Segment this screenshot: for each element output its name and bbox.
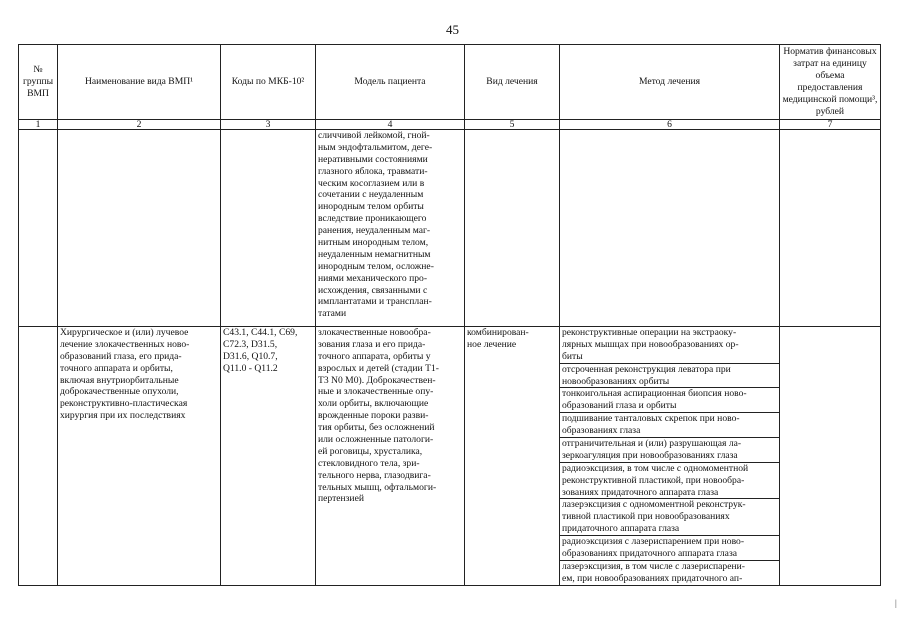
patient-model-line: имплантатами и трансплан- xyxy=(318,296,432,308)
column-number: 4 xyxy=(316,120,465,130)
icd-code-line: D31.6, Q10.7, xyxy=(223,350,278,362)
treatment-type-line: комбинирован- xyxy=(467,327,529,338)
table-row xyxy=(19,327,881,586)
column-number: 3 xyxy=(221,120,316,130)
patient-model-line: неудаленным немагнитным xyxy=(318,248,431,260)
patient-model-line: злокачественные новообра- xyxy=(318,327,431,338)
treatment-method-line: ем, при новообразованиях придаточного ап- xyxy=(562,572,743,584)
vmp-name-line: хирургия при их последствиях xyxy=(60,410,186,422)
treatment-method-line: новообразованиях орбиты xyxy=(562,375,670,387)
cell-vmp-name xyxy=(58,327,221,586)
treatment-method-item xyxy=(560,327,779,364)
vmp-name-line: лечение злокачественных ново- xyxy=(60,338,190,350)
treatment-method-line: реконструктивные операции на экстраоку- xyxy=(562,327,737,338)
header-treatment-type: Вид лечения xyxy=(465,45,560,120)
patient-model-line: ческим косоглазием или в xyxy=(318,177,425,189)
patient-model-line: инородным телом орбиты xyxy=(318,201,424,213)
patient-model-line: тия орбиты, без осложнений xyxy=(318,422,435,434)
header-financial-norm: Норматив финансовых затрат на единицу объема предоставления медицинской помощи³, рублей xyxy=(780,45,881,120)
patient-model-line: нитным инородным телом, xyxy=(318,237,429,249)
cell-treatment-type xyxy=(465,130,560,327)
treatment-method-line: тонкоигольная аспирационная биопсия ново- xyxy=(562,388,747,400)
treatment-method-line: образованиях глаза xyxy=(562,425,641,437)
vmp-name-line: образований глаза, его прида- xyxy=(60,350,182,362)
patient-model-line: сочетании с неудаленным xyxy=(318,189,424,201)
treatment-method-line: отсроченная реконструкция леватора при xyxy=(562,363,731,375)
treatment-method-line: зеркоагуляция при новообразованиях глаза xyxy=(562,449,738,461)
treatment-method-line: лазерэксцизия с одномоментной реконструк- xyxy=(562,499,746,511)
patient-model-line: татами xyxy=(318,308,347,320)
treatment-type-line: ное лечение xyxy=(467,338,517,350)
patient-model-line: точного аппарата, орбиты у xyxy=(318,350,431,362)
cell-group-number xyxy=(19,327,58,586)
treatment-method-item xyxy=(560,364,779,389)
treatment-method-item xyxy=(560,536,779,561)
column-number-row xyxy=(19,120,881,130)
patient-model-line: ниями механического про- xyxy=(318,272,428,284)
cell-icd-codes xyxy=(221,130,316,327)
patient-model-line: ей роговицы, хрусталика, xyxy=(318,445,423,457)
header-patient-model: Модель пациента xyxy=(316,45,465,120)
vmp-name-line: реконструктивно-пластическая xyxy=(60,398,188,410)
patient-model-line: исхождения, связанными с xyxy=(318,284,428,296)
treatment-method-line: радиоэксцизия с лазериспарением при ново- xyxy=(562,536,745,548)
column-number: 2 xyxy=(58,120,221,130)
treatment-method-line: подшивание танталовых скрепок при ново- xyxy=(562,413,740,425)
margin-mark: | xyxy=(895,598,897,608)
vmp-table-wrapper xyxy=(18,44,881,586)
header-vmp-name: Наименование вида ВМП¹ xyxy=(58,45,221,120)
patient-model-line: тельных мышц, офтальмоги- xyxy=(318,481,437,493)
column-number: 5 xyxy=(465,120,560,130)
treatment-method-item xyxy=(560,413,779,438)
treatment-method-line: отграничительная и (или) разрушающая ла- xyxy=(562,438,742,450)
treatment-method-line: радиоэксцизия, в том числе с одномоментной xyxy=(562,462,749,474)
treatment-method-line: зованиях придаточного аппарата глаза xyxy=(562,486,719,498)
patient-model-line: тельного нерва, глазодвига- xyxy=(318,469,431,481)
treatment-method-line: образованиях придаточного аппарата глаза xyxy=(562,548,737,560)
patient-model-line: зования глаза и его прида- xyxy=(318,338,426,350)
vmp-name-line: доброкачественные опухоли, xyxy=(60,386,179,398)
page-number: 45 xyxy=(446,22,459,37)
patient-model-line: взрослых и детей (стадии T1- xyxy=(318,362,439,374)
treatment-method-line: биты xyxy=(562,350,583,362)
cell-financial-norm xyxy=(780,327,881,586)
patient-model-line: врожденные пороки разви- xyxy=(318,410,429,422)
column-number: 6 xyxy=(560,120,780,130)
column-number: 1 xyxy=(19,120,58,130)
treatment-method-line: тивной пластикой при новообразованиях xyxy=(562,511,730,523)
patient-model-line: ным эндофтальмитом, деге- xyxy=(318,141,433,153)
patient-model-line: T3 N0 M0). Доброкачествен- xyxy=(318,374,436,386)
cell-vmp-name xyxy=(58,130,221,327)
treatment-method-item xyxy=(560,463,779,500)
table-row-continuation xyxy=(19,130,881,327)
patient-model-line: стекловидного тела, зри- xyxy=(318,457,420,469)
treatment-method-line: образований глаза и орбиты xyxy=(562,400,677,412)
patient-model-line: сличчивой лейкомой, гной- xyxy=(318,130,430,141)
cell-financial-norm xyxy=(780,130,881,327)
treatment-method-item xyxy=(560,388,779,413)
icd-code-line: C72.3, D31.5, xyxy=(223,338,278,350)
icd-code-line: Q11.0 - Q11.2 xyxy=(223,362,278,374)
treatment-method-item xyxy=(560,438,779,463)
cell-treatment-method xyxy=(560,327,780,586)
cell-icd-codes xyxy=(221,327,316,586)
treatment-method-line: реконструктивной пластикой, при новообра- xyxy=(562,474,745,486)
column-number: 7 xyxy=(780,120,881,130)
cell-patient-model xyxy=(316,327,465,586)
patient-model-line: инородным телом, осложне- xyxy=(318,260,434,272)
vmp-name-line: точного аппарата и орбиты, xyxy=(60,362,173,374)
vmp-name-line: Хирургическое и (или) лучевое xyxy=(60,327,189,338)
icd-code-line: C43.1, C44.1, C69, xyxy=(223,327,298,338)
treatment-method-item xyxy=(560,561,779,585)
cell-patient-model xyxy=(316,130,465,327)
patient-model-line: вследствие проникающего xyxy=(318,213,427,225)
patient-model-line: ранения, неудаленным маг- xyxy=(318,225,431,237)
header-row xyxy=(19,45,881,120)
cell-treatment-method xyxy=(560,130,780,327)
treatment-method-line: лярных мышцах при новообразованиях ор- xyxy=(562,338,739,350)
header-treatment-method: Метод лечения xyxy=(560,45,780,120)
patient-model-line: ные и злокачественные опу- xyxy=(318,386,434,398)
header-icd-codes: Коды по МКБ-10² xyxy=(221,45,316,120)
treatment-method-item xyxy=(560,499,779,536)
vmp-name-line: включая внутриорбитальные xyxy=(60,374,179,386)
cell-group-number xyxy=(19,130,58,327)
patient-model-line: глазного яблока, травмати- xyxy=(318,165,428,177)
header-group-number: № группы ВМП xyxy=(19,45,58,120)
patient-model-line: или осложненные патологи- xyxy=(318,434,434,446)
treatment-method-line: придаточного аппарата глаза xyxy=(562,523,680,535)
patient-model-line: неративными состояниями xyxy=(318,153,428,165)
treatment-method-line: лазерэксцизия, в том числе с лазериспарени- xyxy=(562,560,745,572)
cell-treatment-type xyxy=(465,327,560,586)
patient-model-line: холи орбиты, включающие xyxy=(318,398,429,410)
patient-model-line: пертензией xyxy=(318,493,364,505)
vmp-table xyxy=(18,44,881,586)
